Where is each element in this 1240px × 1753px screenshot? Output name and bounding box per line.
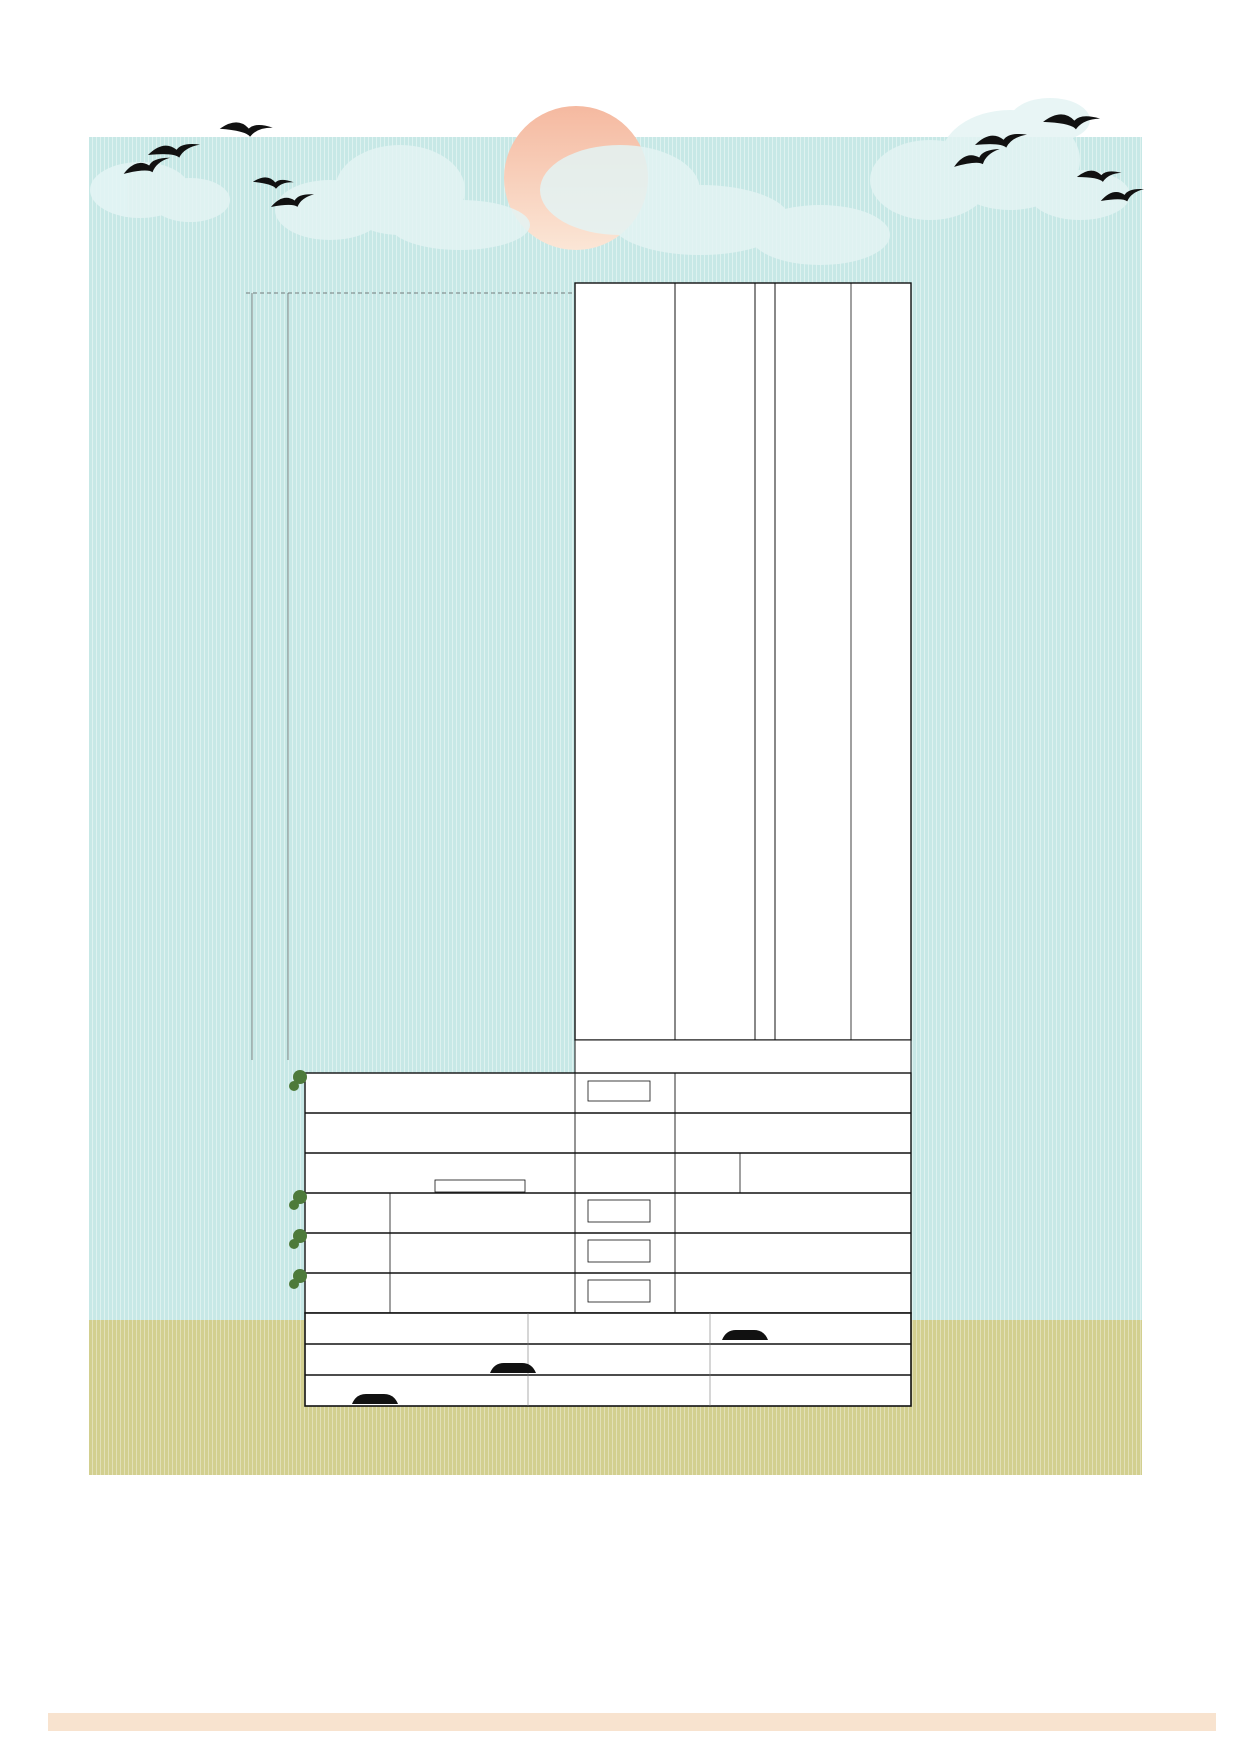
tower-section xyxy=(575,283,911,1073)
podium-section xyxy=(305,1073,911,1313)
footer-band xyxy=(48,1713,1216,1731)
basement-section xyxy=(305,1313,911,1406)
